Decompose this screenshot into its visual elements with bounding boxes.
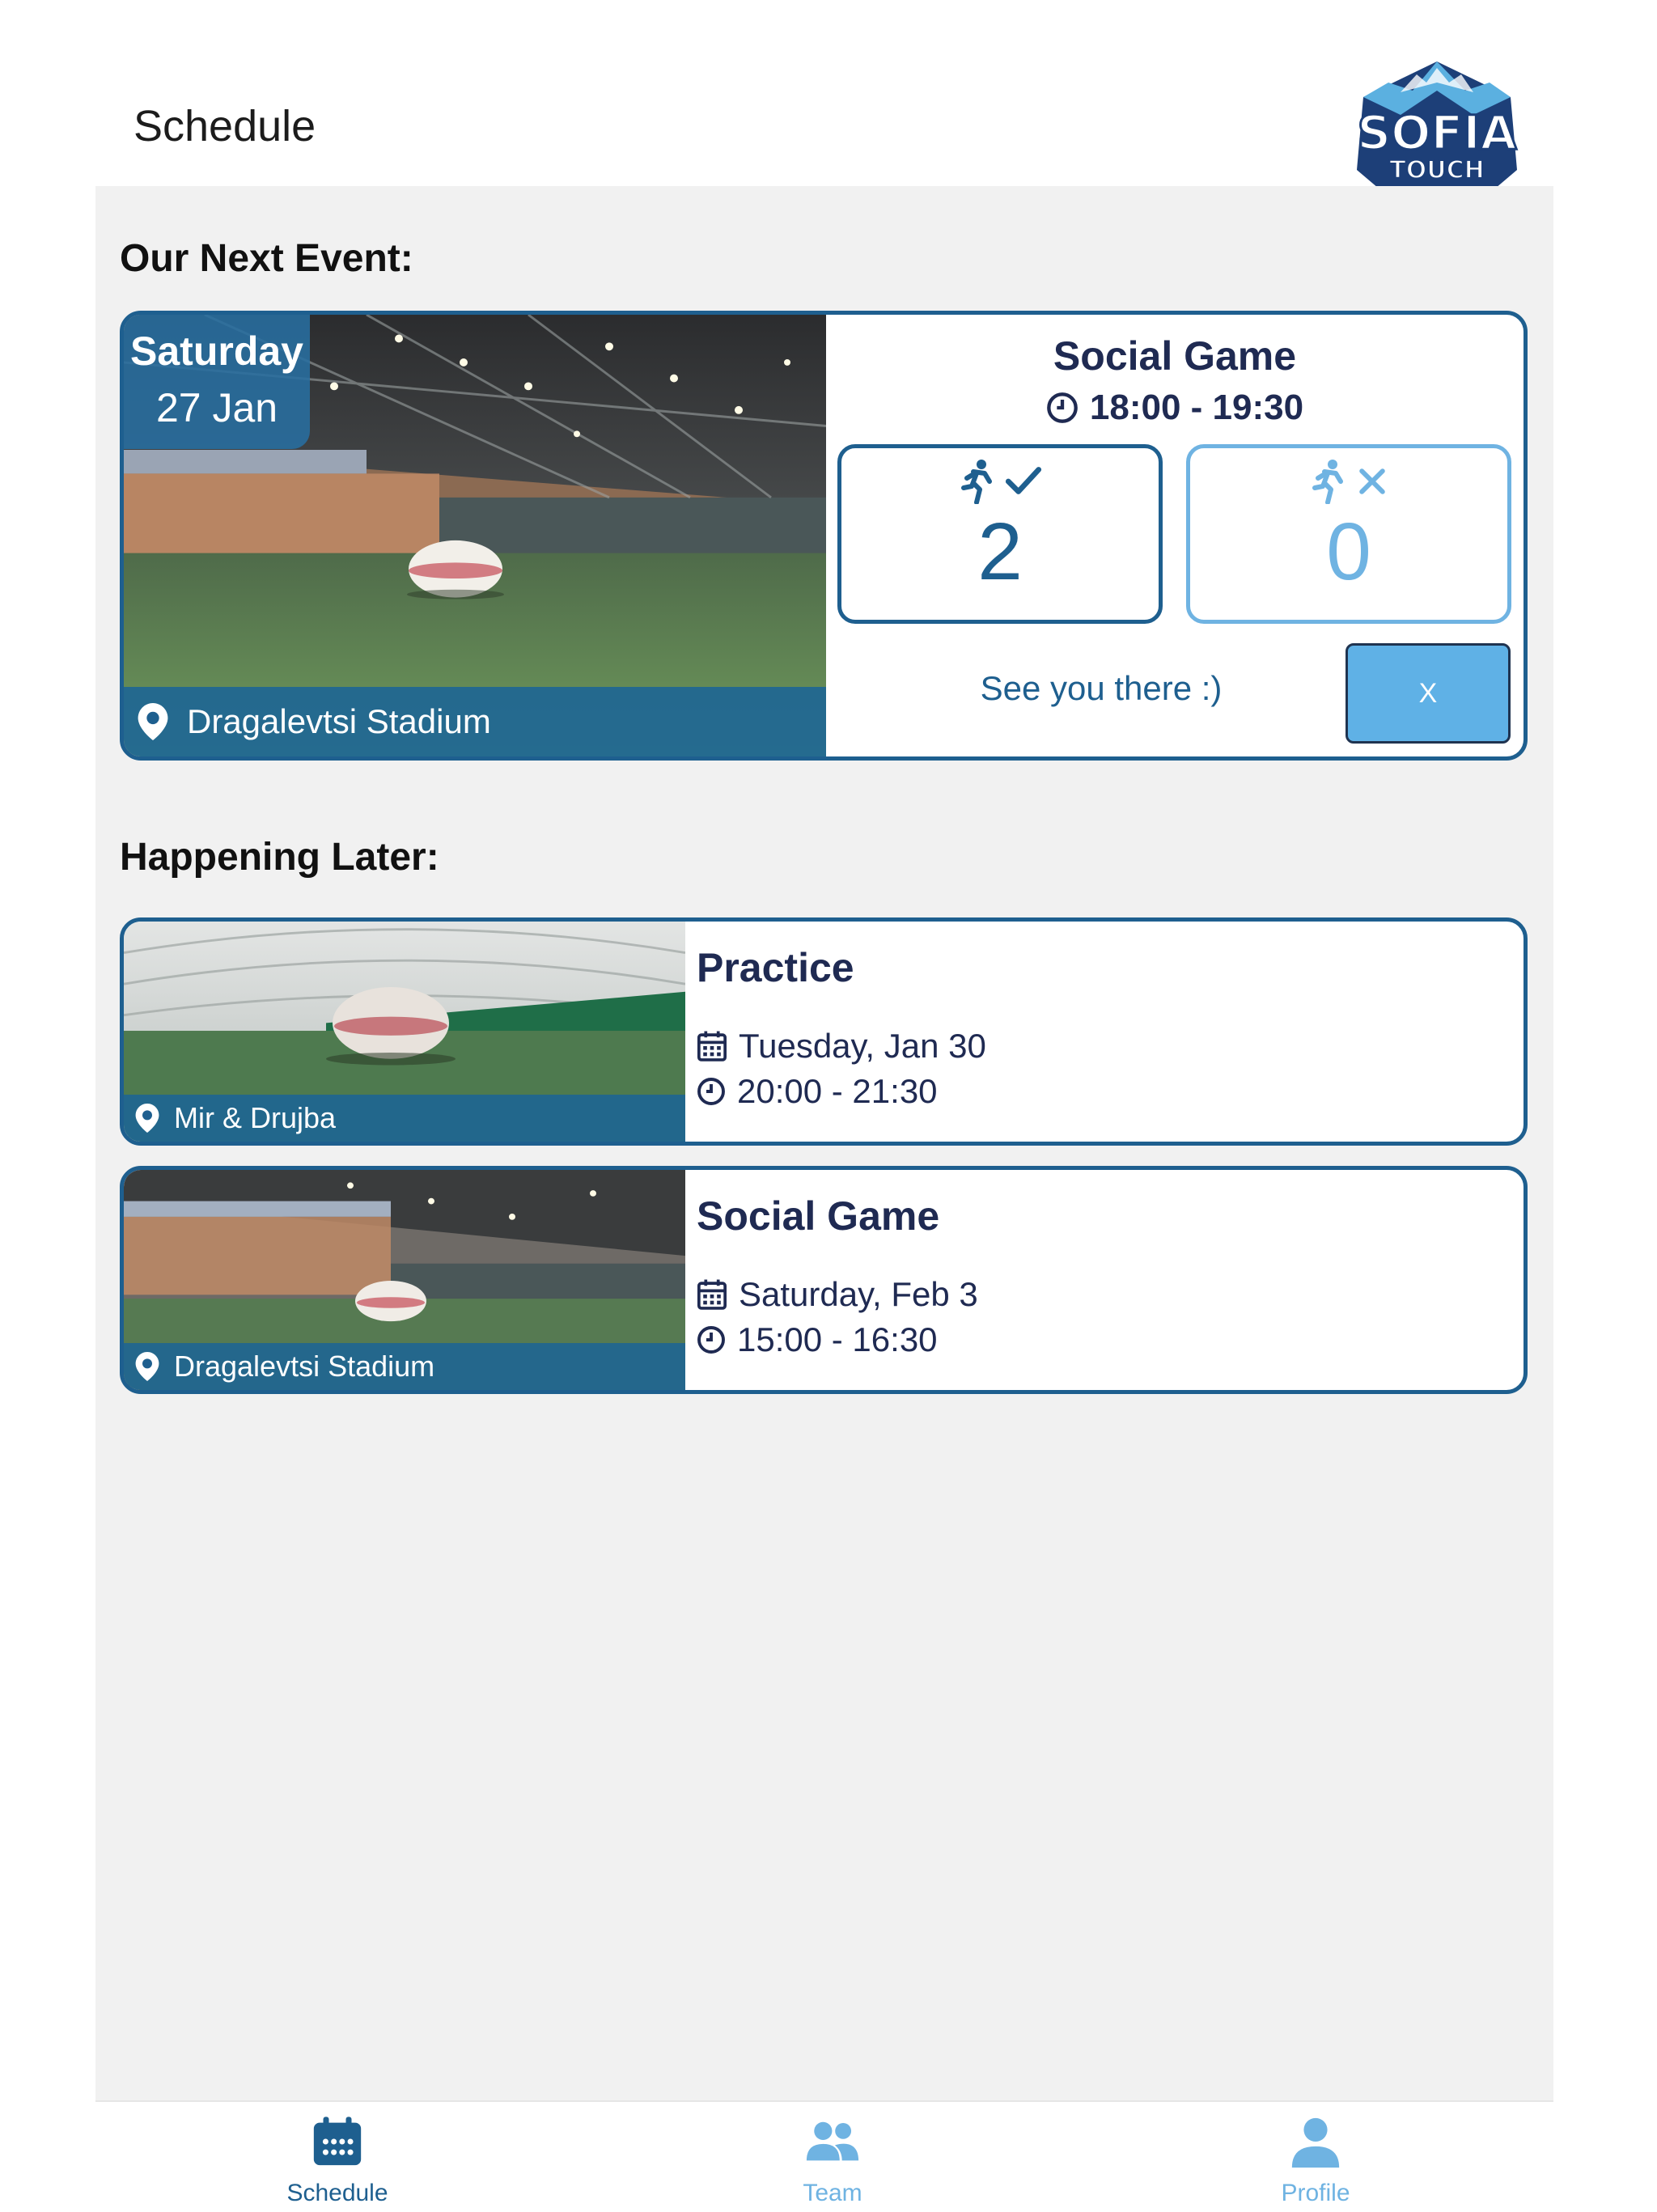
users-icon	[804, 2113, 861, 2170]
event-date-row	[697, 1027, 986, 1066]
event-title: Practice	[697, 945, 854, 990]
nav-schedule[interactable]	[176, 2102, 499, 2212]
next-event-card[interactable]	[120, 311, 1528, 761]
clock-icon	[697, 1077, 726, 1106]
event-day: Saturday	[130, 328, 303, 374]
check-icon	[1003, 461, 1044, 502]
calendar-icon	[697, 1030, 727, 1062]
nav-team-label: Team	[803, 2180, 862, 2206]
location-pin-icon	[135, 1352, 159, 1381]
event-photo	[124, 922, 685, 1142]
event-date: Tuesday, Jan 30	[739, 1027, 986, 1065]
event-location: Dragalevtsi Stadium	[174, 1350, 435, 1383]
x-mark-icon	[1354, 464, 1390, 499]
later-events-heading: Happening Later:	[120, 836, 439, 879]
event-date: 27 Jan	[155, 385, 278, 430]
later-event-info	[697, 922, 1524, 1142]
clock-icon	[1046, 392, 1079, 424]
event-name: Social Game	[1053, 333, 1297, 379]
calendar-icon	[697, 1278, 727, 1311]
nav-profile[interactable]	[1154, 2102, 1477, 2212]
event-title: Social Game	[697, 1193, 940, 1239]
event-time: 18:00 - 19:30	[1089, 388, 1304, 427]
event-location-strip	[124, 1095, 685, 1142]
event-location-strip	[124, 1343, 685, 1390]
bottom-navigation	[95, 2100, 1553, 2212]
event-location: Dragalevtsi Stadium	[187, 702, 491, 740]
event-date: Saturday, Feb 3	[739, 1275, 978, 1313]
nav-profile-label: Profile	[1281, 2180, 1350, 2206]
event-date-badge	[124, 315, 310, 449]
attendance-message: See you there :)	[980, 669, 1223, 707]
nav-team[interactable]	[671, 2102, 994, 2212]
later-event-card[interactable]	[120, 917, 1528, 1146]
event-location: Mir & Drujba	[174, 1101, 337, 1134]
event-photo	[124, 1170, 685, 1390]
not-going-count: 0	[1326, 506, 1371, 597]
event-time-row	[697, 1072, 938, 1111]
later-event-card[interactable]	[120, 1166, 1528, 1394]
running-person-icon	[1307, 459, 1348, 504]
event-time: 20:00 - 21:30	[737, 1072, 938, 1110]
app-window	[95, 0, 1553, 2210]
next-event-info	[826, 315, 1524, 756]
running-person-icon	[956, 459, 997, 504]
calendar-icon	[309, 2113, 366, 2170]
event-time: 15:00 - 16:30	[737, 1320, 938, 1358]
later-event-info	[697, 1170, 1524, 1390]
not-going-count-box[interactable]	[1186, 444, 1511, 624]
event-time-row	[826, 388, 1524, 428]
svg-text:TOUCH: TOUCH	[1389, 156, 1485, 184]
location-pin-icon	[135, 1104, 159, 1133]
event-location-strip	[124, 687, 826, 756]
page-title: Schedule	[133, 102, 316, 150]
location-pin-icon	[137, 703, 169, 740]
svg-text:SOFIA: SOFIA	[1357, 105, 1517, 160]
going-count: 2	[977, 506, 1023, 597]
next-event-heading: Our Next Event:	[120, 237, 413, 280]
event-date-row	[697, 1275, 978, 1314]
going-count-box[interactable]	[837, 444, 1163, 624]
event-time-row	[697, 1320, 938, 1359]
decline-button[interactable]: X	[1346, 643, 1511, 744]
clock-icon	[697, 1325, 726, 1354]
schedule-content	[95, 186, 1553, 2118]
top-bar	[95, 0, 1553, 186]
user-icon	[1287, 2113, 1344, 2170]
event-photo	[124, 315, 826, 756]
nav-schedule-label: Schedule	[286, 2180, 388, 2206]
